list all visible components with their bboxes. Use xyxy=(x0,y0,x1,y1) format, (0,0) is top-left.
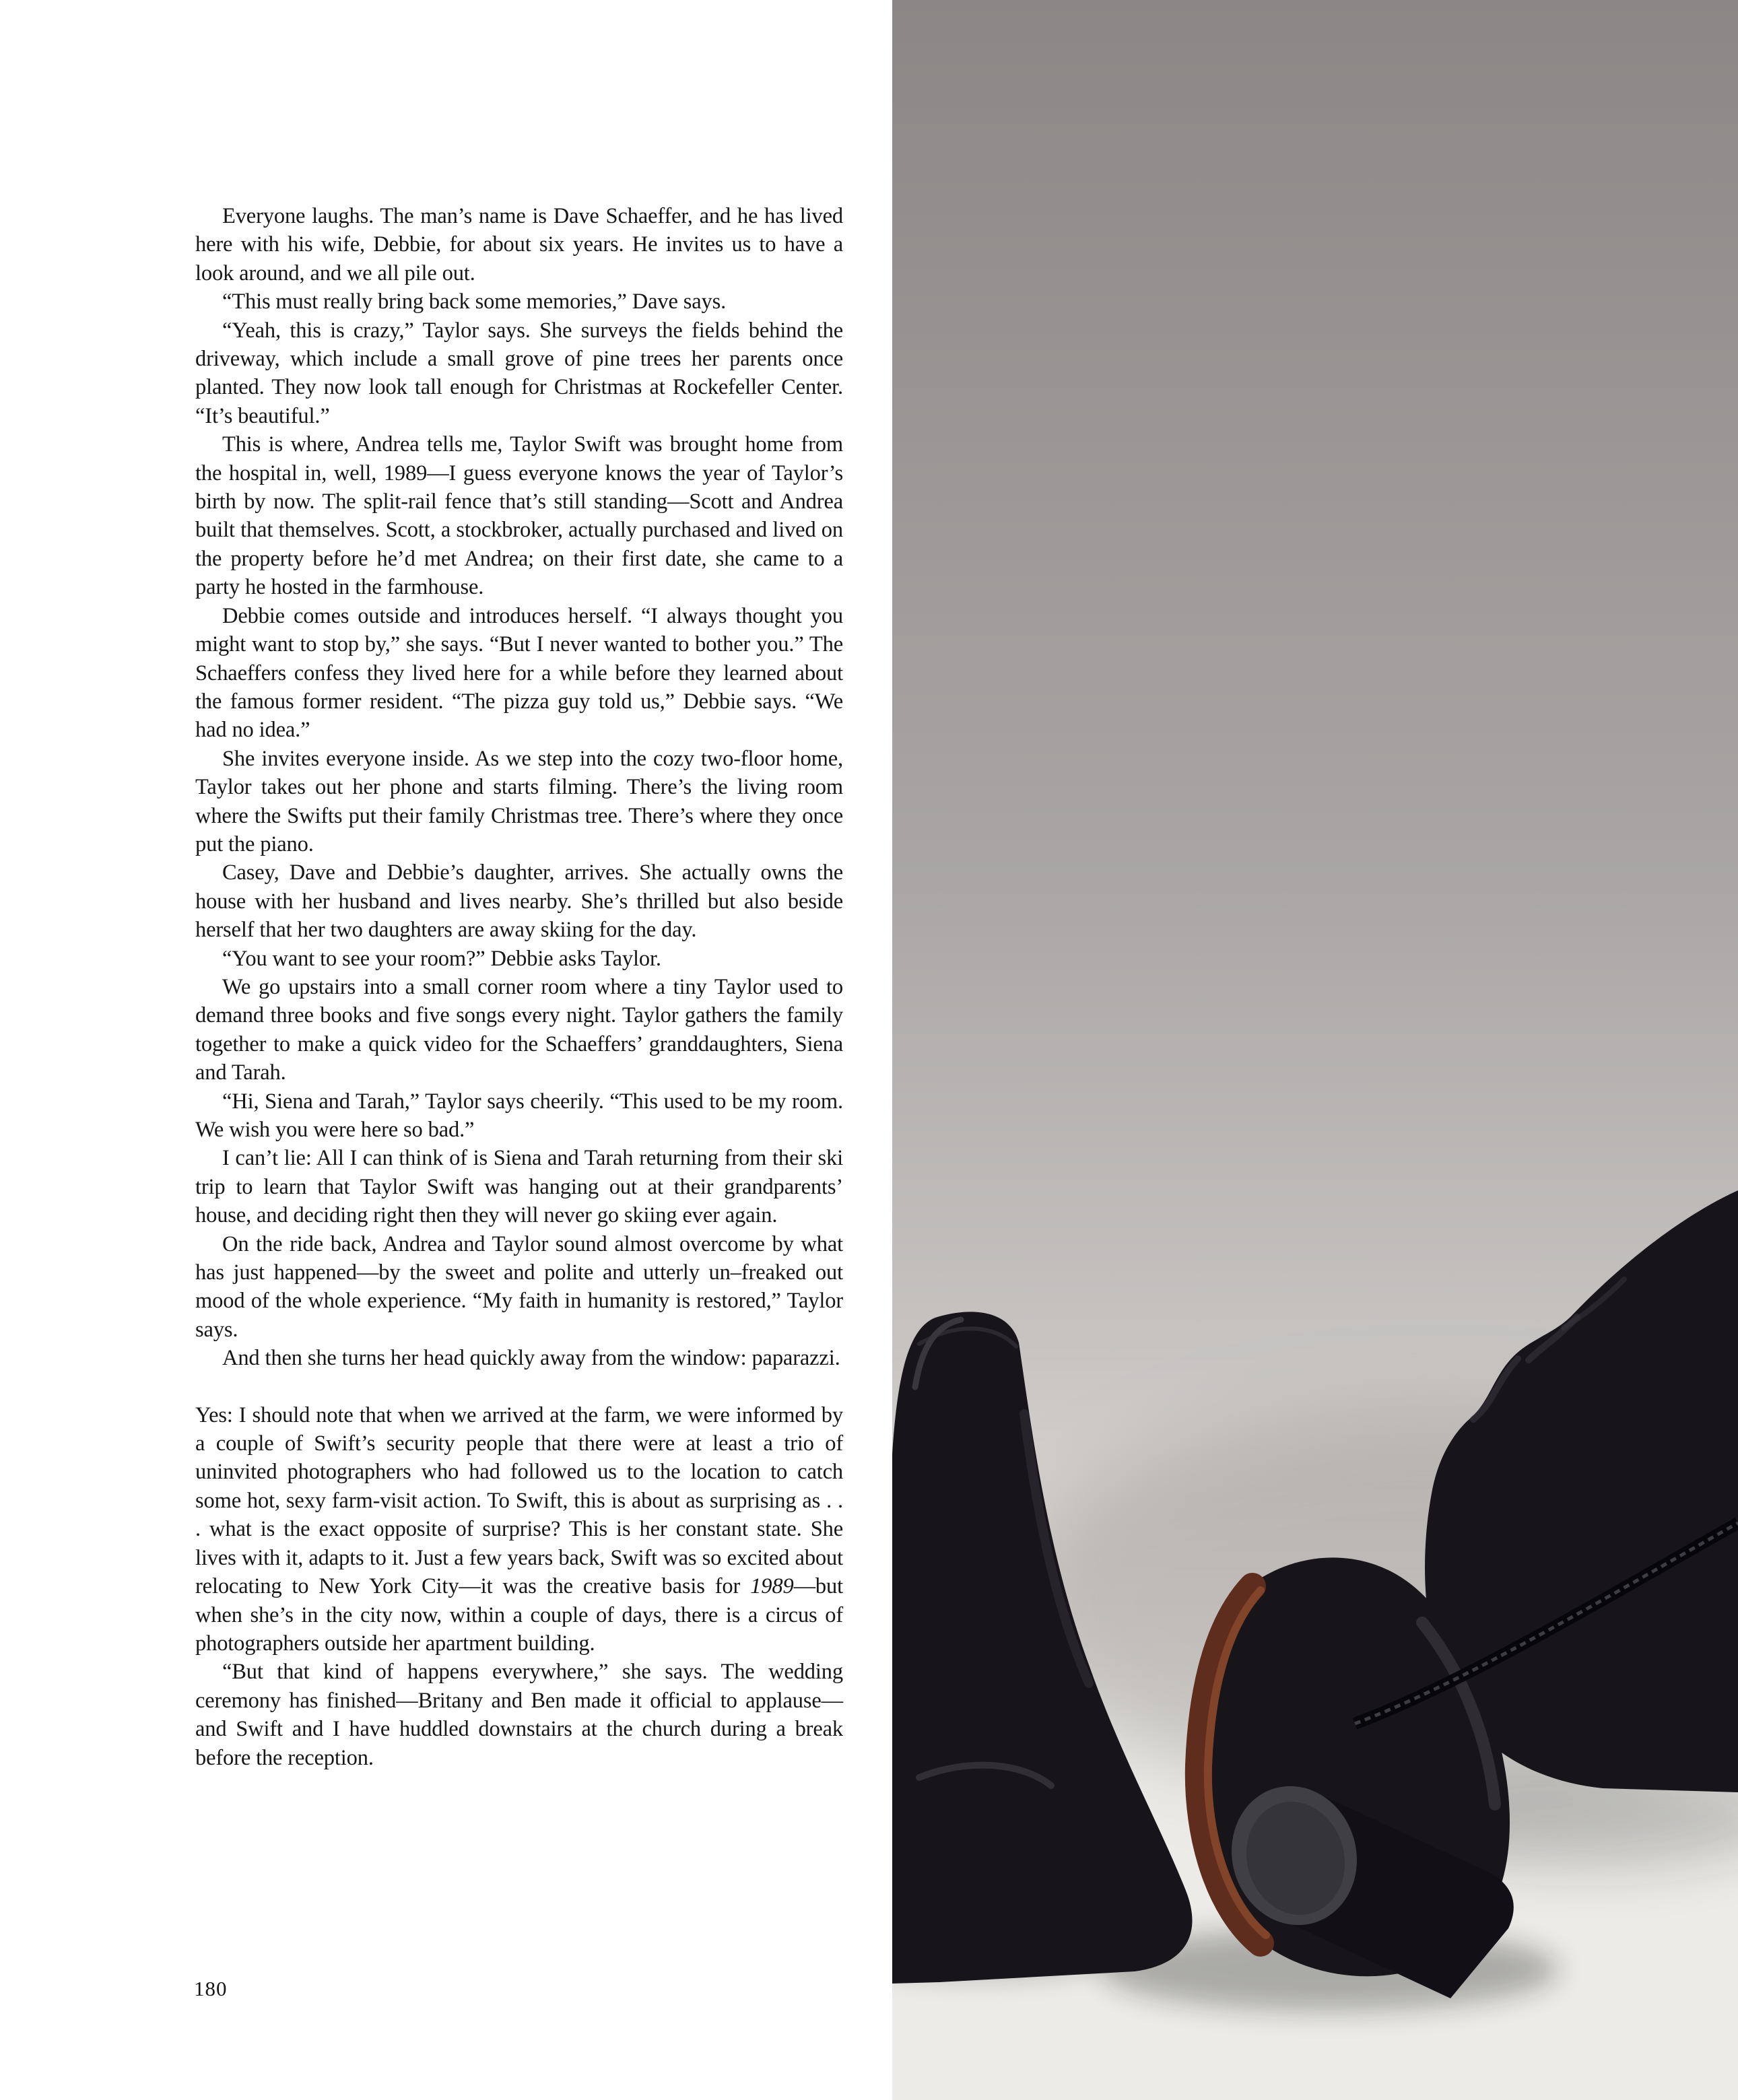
album-title-italic: 1989 xyxy=(750,1574,794,1599)
paragraph: “Hi, Siena and Tarah,” Taylor says cheerily. “This used to be my room. We wish you were here so bad.” xyxy=(195,1089,843,1142)
paragraph: Everyone laughs. The man’s name is Dave Schaeffer, and he has lived here with his wife, Debbie, for about six years. He invites us to have a look around, and we all pile out. xyxy=(195,204,843,285)
paragraph: Casey, Dave and Debbie’s daughter, arrives. She actually owns the house with her husband and lives nearby. She’s thrilled but also beside herself that her two daughters are away skiing for the day. xyxy=(195,860,843,943)
paragraph-text: Yes: I should note that when we arrived at the farm, we were informed by a couple of Swift’s security people that there were at least a trio of uninvited photographers who had followed us to the location to catch some hot, sexy farm-visit action. To Swift, this is about as surprising as . . . what is the exact opposite of surprise? This is her constant state. She lives with it, adapts to it. Just a few years back, Swift was so excited about relocating to New York City—it was the creative basis for xyxy=(195,1402,843,1599)
paragraph: She invites everyone inside. As we step into the cozy two-floor home, Taylor takes out her phone and starts filming. There’s the living room where the Swifts put their family Christmas tree. There’s where they once put the piano. xyxy=(195,746,843,856)
paragraph-section-start xyxy=(195,1401,843,1658)
page-number: 180 xyxy=(194,1977,228,2000)
paragraph: “Yeah, this is crazy,” Taylor says. She surveys the fields behind the driveway, which include a small grove of pine trees her parents once planted. They now look tall enough for Christmas at Rockefeller Center. “It’s beautiful.” xyxy=(195,318,843,428)
paragraph: On the ride back, Andrea and Taylor sound almost overcome by what has just happened—by the sweet and polite and utterly un–freaked out mood of the whole experience. “My faith in humanity is restored,” Taylor says. xyxy=(195,1231,843,1342)
paragraph: This is where, Andrea tells me, Taylor Swift was brought home from the hospital in, well, 1989—I guess everyone knows the year of Taylor’s birth by now. The split-rail fence that’s still standing—Scott and Andrea built that themselves. Scott, a stockbroker, actually purchased and lived on the property before he’d met Andrea; on their first date, she came to a party he hosted in the farmhouse. xyxy=(195,432,843,600)
paragraph: “This must really bring back some memories,” Dave says. xyxy=(222,290,727,314)
article-text-column xyxy=(195,202,843,1772)
paragraph-text: —but when she’s in the city now, within a couple of days, there is a circus of photographers outside her apartment building. xyxy=(195,1574,843,1656)
paragraph: “But that kind of happens everywhere,” she says. The wedding ceremony has finished—Britany and Ben made it official to applause—and Swift and I have huddled downstairs at the church during a break before the reception. xyxy=(195,1660,843,1770)
paragraph: I can’t lie: All I can think of is Siena and Tarah returning from their ski trip to learn that Taylor Swift was hanging out at their grandparents’ house, and deciding right then they will never go skiing ever again. xyxy=(195,1146,843,1228)
paragraph: Debbie comes outside and introduces herself. “I always thought you might want to stop by,” she says. “But I never wanted to bother you.” The Schaeffers confess they lived here for a while before they learned about the famous former resident. “The pizza guy told us,” Debbie says. “We had no idea.” xyxy=(195,603,843,743)
paragraph: And then she turns her head quickly away from the window: paparazzi. xyxy=(222,1346,840,1371)
paragraph: We go upstairs into a small corner room where a tiny Taylor used to demand three books and five songs every night. Taylor gathers the family together to make a quick video for the Schaeffers’ granddaughters, Siena and Tarah. xyxy=(195,974,843,1085)
boots-photo-svg xyxy=(892,0,1738,2100)
paragraph: “You want to see your room?” Debbie asks Taylor. xyxy=(222,946,661,971)
boots-photo xyxy=(892,0,1738,2100)
